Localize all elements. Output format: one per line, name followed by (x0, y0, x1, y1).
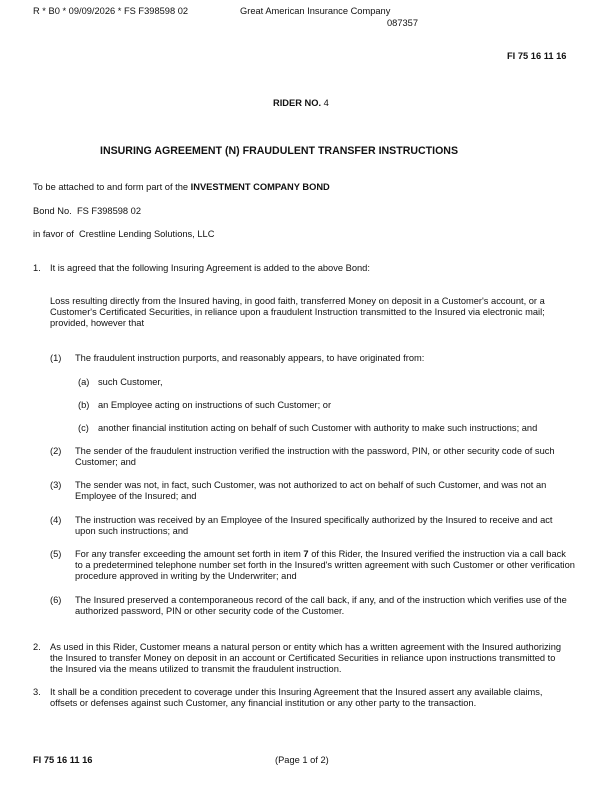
page-title: INSURING AGREEMENT (N) FRAUDULENT TRANSFER INSTRUCTIONS (100, 145, 459, 157)
bond-type: INVESTMENT COMPANY BOND (190, 182, 330, 192)
header-left-code: R * B0 * 09/09/2026 * FS F398598 02 (33, 6, 189, 16)
company-name: Great American Insurance Company (240, 6, 391, 16)
bond-number-label: Bond No. (33, 206, 72, 216)
item-2-text: The sender of the fraudulent instruction verified the instruction with the password, PIN, or other security code of such Customer; and (75, 446, 555, 467)
insured-name: Crestline Lending Solutions, LLC (79, 229, 215, 239)
rider-number: 4 (323, 98, 329, 108)
item-5-ref: 7 (303, 549, 309, 559)
in-favor-label: in favor of (33, 229, 74, 239)
section-1-paragraph: Loss resulting directly from the Insured having, in good faith, transferred Money on deposit in a Customer's account, or a Customer's Certificated Securities, in reliance upon a fraudulent Instruction transmitted to the Insured via electronic mail; provided, however that (50, 296, 545, 328)
section-2-text: As used in this Rider, Customer means a natural person or entity which has a written agreement with the Insured authorizing the Insured to transfer Money on deposit in an account or Certificated Securities in reliance upon instructions transmitted to the Insured via the means utilized to transmit the fraudulent instruction. (50, 642, 562, 674)
subitem-b-text: an Employee acting on instructions of such Customer; or (98, 400, 332, 410)
rider-label: RIDER NO. (273, 98, 322, 108)
item-4-number: (4) (50, 515, 62, 525)
item-6-number: (6) (50, 595, 62, 605)
subitem-c-text: another financial institution acting on behalf of such Customer with authority to make such instructions; and (98, 423, 538, 433)
item-1-text: The fraudulent instruction purports, and reasonably appears, to have originated from: (75, 353, 425, 363)
subitem-a-text: such Customer, (98, 377, 163, 387)
item-2-number: (2) (50, 446, 62, 456)
section-3-number: 3. (33, 687, 41, 697)
section-1-text: It is agreed that the following Insuring Agreement is added to the above Bond: (50, 263, 370, 273)
item-3-number: (3) (50, 480, 62, 490)
item-3-text: The sender was not, in fact, such Customer, was not authorized to act on behalf of such Customer, and was not an Employee of the Insured; and (75, 480, 547, 501)
attach-line (33, 182, 330, 193)
form-number-footer: FI 75 16 11 16 (33, 755, 93, 765)
item-5-text-pre: For any transfer exceeding the amount set forth in item (75, 549, 301, 559)
subitem-b-label: (b) (78, 400, 90, 410)
section-1-number: 1. (33, 263, 41, 273)
subitem-a-label: (a) (78, 377, 90, 387)
form-number-top: FI 75 16 11 16 (507, 51, 567, 61)
item-6-text: The Insured preserved a contemporaneous record of the call back, if any, and of the instruction which verifies use of the authorized password, PIN or other security code of the Customer. (75, 595, 567, 616)
page-indicator: (Page 1 of 2) (275, 755, 329, 765)
bond-number-value: FS F398598 02 (76, 206, 142, 216)
bond-number-line (33, 206, 141, 217)
item-4-text: The instruction was received by an Employee of the Insured specifically authorized by the Insured to receive and act upon such instructions; and (75, 515, 553, 536)
rider-heading (273, 98, 329, 109)
subitem-c-label: (c) (78, 423, 89, 433)
attach-prefix: To be attached to and form part of the (33, 182, 189, 192)
company-code: 087357 (387, 18, 419, 28)
section-3-text: It shall be a condition precedent to coverage under this Insuring Agreement that the Insured assert any available claims, offsets or defenses against such Customer, any financial institution or any other party to the transaction. (50, 687, 543, 708)
item-5-number: (5) (50, 549, 62, 559)
item-1-number: (1) (50, 353, 62, 363)
item-5-text-post: of this Rider, the Insured verified the instruction via a call back to a predetermined telephone number set forth in the Insured's written agreement with such Customer or other verification procedure approved in writing by the Underwriter; and (75, 549, 575, 581)
section-2-number: 2. (33, 642, 41, 652)
item-5-text (75, 549, 575, 582)
in-favor-line (33, 229, 214, 240)
